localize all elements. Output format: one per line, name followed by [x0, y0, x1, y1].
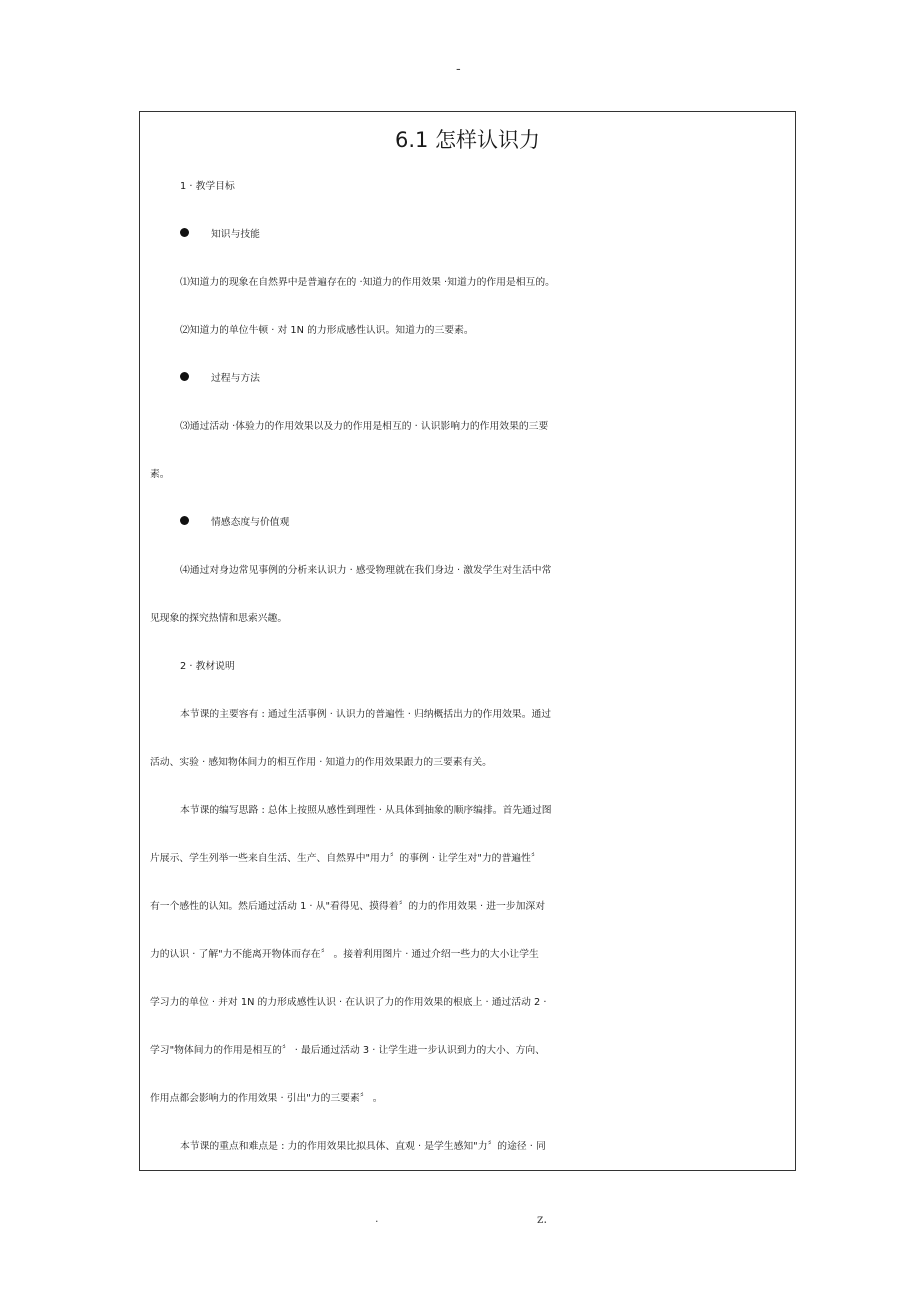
section-heading-objectives: 1 · 教学目标: [180, 181, 235, 192]
bullet-icon: [180, 228, 189, 237]
content-frame: [139, 111, 796, 1171]
paragraph-line: 见现象的探究热情和思索兴趣。: [150, 613, 288, 624]
page-footer-left: .: [375, 1212, 379, 1225]
bullet-process-methods: 过程与方法: [180, 367, 796, 391]
paragraph-line: ⑴知道力的现象在自然界中是普遍存在的 ·知道力的作用效果 ·知道力的作用是相互的。: [180, 277, 555, 288]
paragraph-line: 本节课的编写思路 : 总体上按照从感性到理性 · 从具体到抽象的顺序编排。首先通过图: [180, 805, 552, 816]
paragraph-line: 素。: [150, 469, 170, 480]
paragraph-line: 学习"物体间力的作用是相互的〞 · 最后通过活动 3 · 让学生进一步认识到力的大小、方向、: [150, 1045, 546, 1056]
lesson-title: 6.1 怎样认识力: [394, 128, 541, 152]
page-header-mark: -: [456, 62, 461, 77]
paragraph-line: 片展示、学生列举一些来自生活、生产、自然界中"用力〞的事例 · 让学生对"力的普遍性〞: [150, 853, 541, 864]
bullet-icon: [180, 516, 189, 525]
paragraph-line: 有一个感性的认知。然后通过活动 1 · 从"看得见、摸得着〞的力的作用效果 · 进一步加深对: [150, 901, 546, 912]
paragraph-line: 作用点都会影响力的作用效果 · 引出"力的三要素〞 。: [150, 1093, 383, 1104]
section-heading-materials: 2 · 教材说明: [180, 661, 235, 672]
paragraph-line: ⑷通过对身边常见事例的分析来认识力 · 感受物理就在我们身边 · 激发学生对生活中常: [180, 565, 552, 576]
bullet-knowledge-skills: 知识与技能: [180, 223, 796, 247]
paragraph-line: 力的认识 · 了解"力不能离开物体而存在〞 。接着利用图片 · 通过介绍一些力的大小让学生: [150, 949, 539, 960]
paragraph-line: 学习力的单位 · 并对 1N 的力形成感性认识 · 在认识了力的作用效果的根底上 · 通过活动 2 ·: [150, 997, 547, 1008]
bullet-icon: [180, 372, 189, 381]
paragraph-line: 活动、实验 · 感知物体间力的相互作用 · 知道力的作用效果跟力的三要素有关。: [150, 757, 492, 768]
paragraph-line: 本节课的主要容有 : 通过生活事例 · 认识力的普遍性 · 归纳概括出力的作用效果。通过: [180, 709, 552, 720]
paragraph-line: ⑵知道力的单位牛顿 · 对 1N 的力形成感性认识。知道力的三要素。: [180, 325, 474, 336]
bullet-emotion-values: 情感态度与价值观: [180, 511, 796, 535]
page-footer-right: z.: [537, 1212, 548, 1226]
paragraph-line: 本节课的重点和难点是 : 力的作用效果比拟具体、直观 · 是学生感知"力〞的途径 · 同: [180, 1141, 546, 1152]
paragraph-line: ⑶通过活动 ·体验力的作用效果以及力的作用是相互的 · 认识影响力的作用效果的三要: [180, 421, 549, 432]
